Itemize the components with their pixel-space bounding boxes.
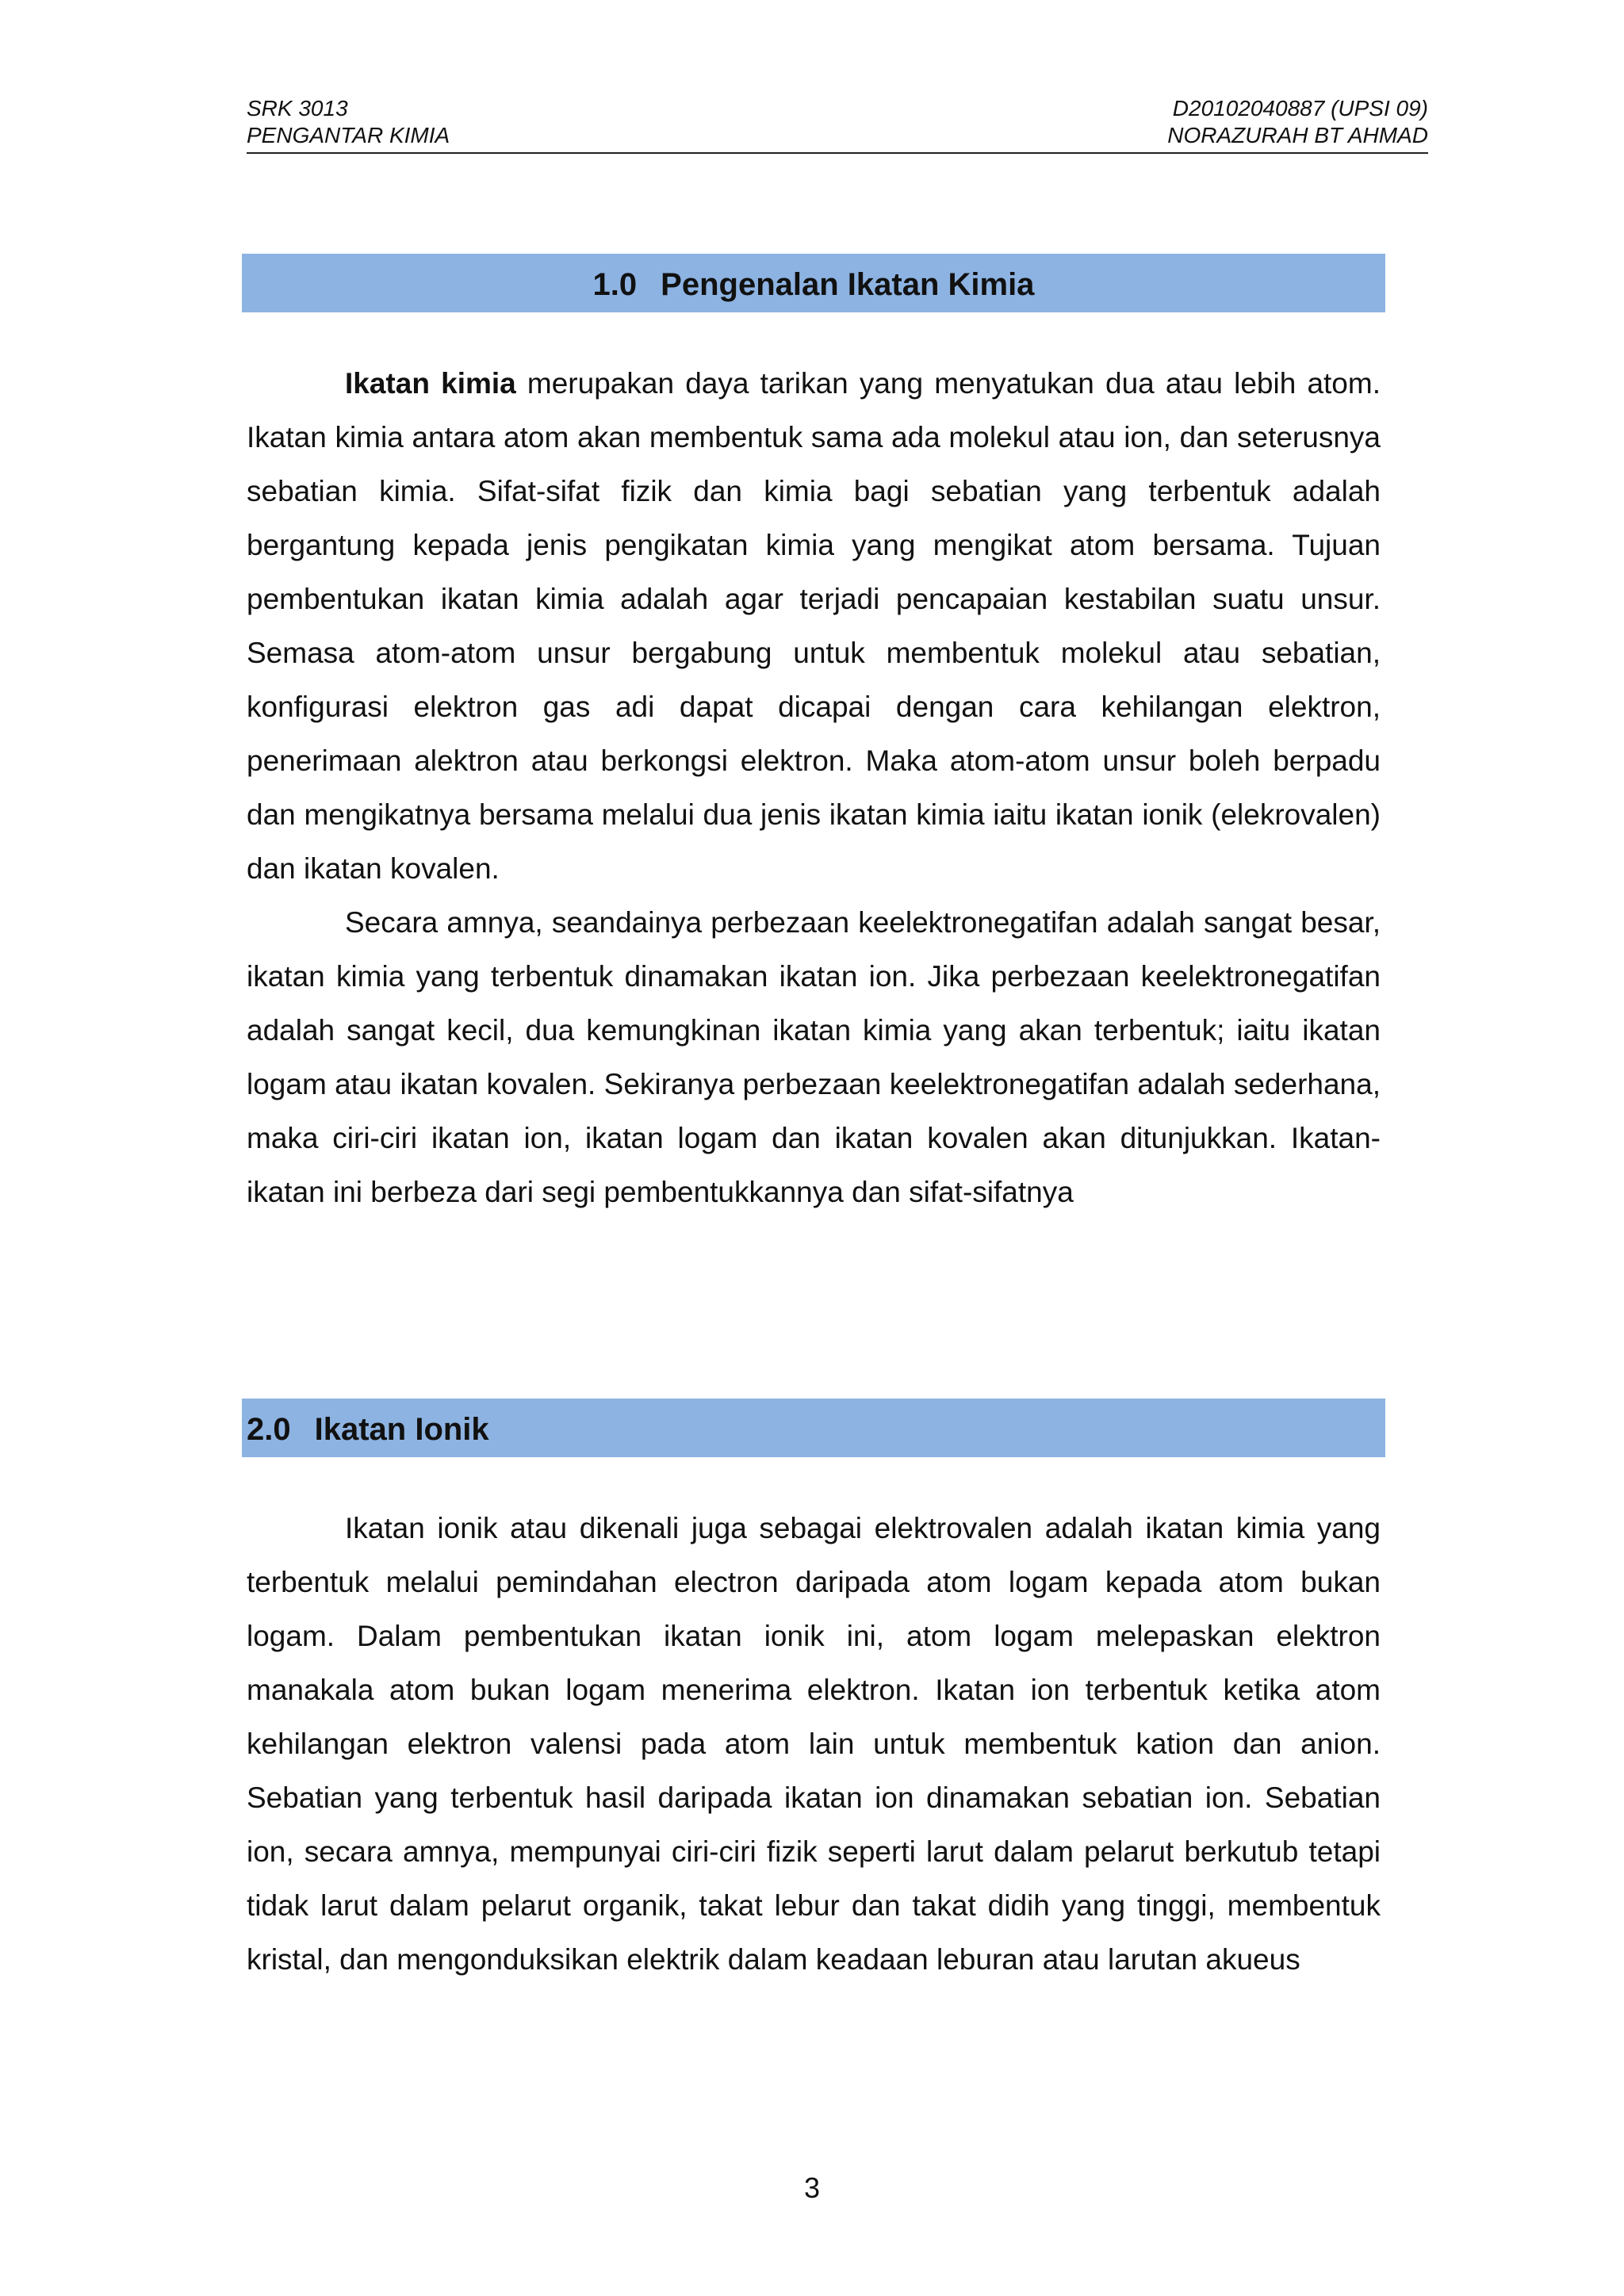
paragraph-text: merupakan daya tarikan yang menyatukan dua atau lebih atom. Ikatan kimia antara atom akan membentuk sama ada molekul atau ion, dan seterusnya sebatian kimia. Sifat-sifat fizik dan kimia bagi sebatian yang terbentuk adalah bergantung kepada jenis pengikatan kimia yang mengikat atom bersama. Tujuan pembentukan ikatan kimia adalah agar terjadi pencapaian kestabilan suatu unsur. Semasa atom-atom unsur bergabung untuk membentuk molekul atau sebatian, konfigurasi elektron gas adi dapat dicapai dengan cara kehilangan elektron, penerimaan alektron atau berkongsi elektron. Maka atom-atom unsur boleh berpadu dan mengikatnya bersama melalui dua jenis ikatan kimia iaitu ikatan ionik (elekrovalen) dan ikatan kovalen.	[247, 367, 1381, 885]
key-term: Ikatan kimia	[345, 367, 516, 400]
student-id: D20102040887 (UPSI 09)	[1172, 96, 1428, 121]
course-code: SRK 3013	[247, 96, 348, 121]
section-1-number: 1.0	[592, 267, 638, 302]
header-right	[1167, 95, 1428, 149]
student-name: NORAZURAH BT AHMAD	[1167, 123, 1428, 147]
section-2-title: Ikatan Ionik	[314, 1412, 489, 1447]
course-name: PENGANTAR KIMIA	[247, 123, 450, 147]
section-2-body	[247, 1502, 1381, 1987]
section-1-paragraph-2: Secara amnya, seandainya perbezaan keelektronegatifan adalah sangat besar, ikatan kimia yang terbentuk dinamakan ikatan ion. Jika perbezaan keelektronegatifan adalah sangat kecil, dua kemungkinan ikatan kimia yang akan terbentuk; iaitu ikatan logam atau ikatan kovalen. Sekiranya perbezaan keelektronegatifan adalah sederhana, maka ciri-ciri ikatan ion, ikatan logam dan ikatan kovalen akan ditunjukkan. Ikatan-ikatan ini berbeza dari segi pembentukkannya dan sifat-sifatnya	[247, 906, 1381, 1208]
section-1-heading	[242, 254, 1385, 312]
section-1-paragraph-1	[247, 357, 1381, 896]
page-number: 3	[803, 2172, 821, 2204]
section-1-title: Pengenalan Ikatan Kimia	[661, 267, 1035, 302]
page-header	[247, 95, 1428, 154]
section-2-paragraph-1: Ikatan ionik atau dikenali juga sebagai elektrovalen adalah ikatan kimia yang terbentuk melalui pemindahan electron daripada atom logam kepada atom bukan logam. Dalam pembentukan ikatan ionik ini, atom logam melepaskan elektron manakala atom bukan logam menerima elektron. Ikatan ion terbentuk ketika atom kehilangan elektron valensi pada atom lain untuk membentuk kation dan anion. Sebatian yang terbentuk hasil daripada ikatan ion dinamakan sebatian ion. Sebatian ion, secara amnya, mempunyai ciri-ciri fizik seperti larut dalam pelarut berkutub tetapi tidak larut dalam pelarut organik, takat lebur dan takat didih yang tinggi, membentuk kristal, dan mengonduksikan elektrik dalam keadaan leburan atau larutan akueus	[247, 1512, 1381, 1976]
header-left	[247, 95, 450, 149]
section-2-number: 2.0	[247, 1412, 291, 1447]
section-2-heading	[242, 1399, 1385, 1457]
section-1-body	[247, 357, 1381, 1219]
